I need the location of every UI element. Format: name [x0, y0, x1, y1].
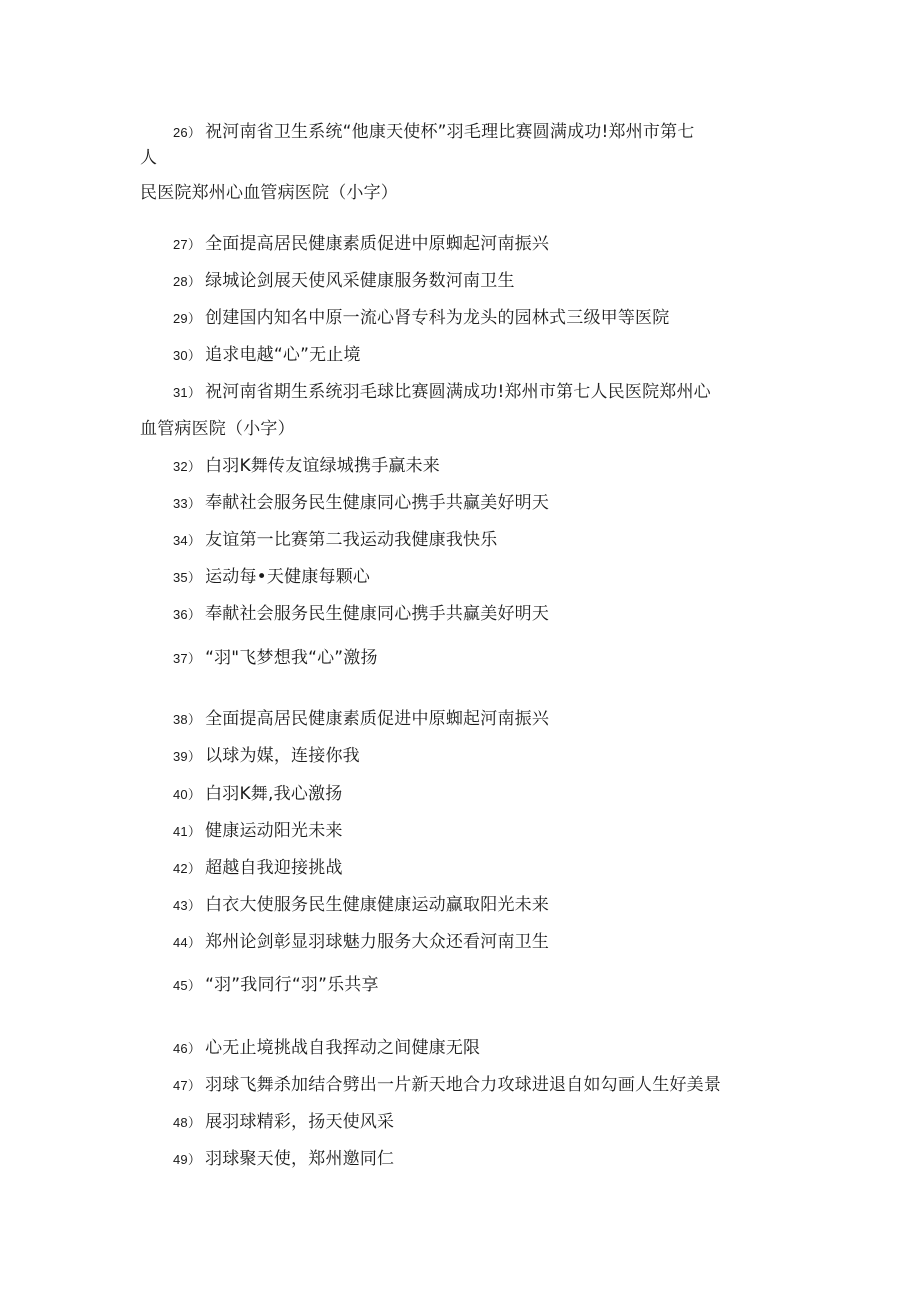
- item-number: 34）: [173, 533, 202, 548]
- item-number: 38）: [173, 712, 202, 727]
- item-number: 46）: [173, 1041, 202, 1056]
- list-item: [173, 708, 549, 731]
- list-item: [173, 603, 549, 626]
- item-text: “羽"飞梦想我“心”激扬: [205, 648, 378, 668]
- list-item: [173, 121, 695, 144]
- list-item: [173, 931, 549, 954]
- item-number: 32）: [173, 459, 202, 474]
- list-item: [173, 381, 711, 404]
- item-text: 绿城论剑展天使风采健康服务数河南卫生: [205, 271, 515, 291]
- item-number: 28）: [173, 274, 202, 289]
- item-number: 37）: [173, 651, 202, 666]
- item-text-continuation: 血管病医院（小字）: [140, 419, 295, 439]
- item-number: 27）: [173, 237, 202, 252]
- item-number: 47）: [173, 1078, 202, 1093]
- item-text: 超越自我迎接挑战: [205, 858, 343, 878]
- item-number: 31）: [173, 385, 202, 400]
- item-text: “羽”我同行“羽”乐共享: [205, 975, 379, 995]
- item-text: 友谊第一比赛第二我运动我健康我快乐: [205, 530, 498, 550]
- item-text: 全面提高居民健康素质促进中原蜘起河南振兴: [205, 709, 550, 729]
- item-text: 祝河南省期生系统羽毛球比赛圆满成功!郑州市第七人民医院郑州心: [205, 382, 711, 402]
- item-text: 运动每•天健康每颗心: [205, 567, 371, 587]
- item-text: 白衣大使服务民生健康健康运动赢取阳光未来: [205, 895, 550, 915]
- list-item: [173, 566, 370, 589]
- item-text: 奉献社会服务民生健康同心携手共赢美好明天: [205, 493, 550, 513]
- item-number: 40）: [173, 787, 202, 802]
- item-text: 健康运动阳光未来: [205, 821, 343, 841]
- item-number: 49）: [173, 1152, 202, 1167]
- item-text-continuation: 民医院郑州心血管病医院（小字）: [140, 183, 398, 203]
- item-text: 创建国内知名中原一流心肾专科为龙头的园林式三级甲等医院: [205, 308, 670, 328]
- item-text: 展羽球精彩，扬天使风采: [205, 1112, 395, 1132]
- item-number: 45）: [173, 978, 202, 993]
- item-number: 39）: [173, 749, 202, 764]
- list-item: [173, 1148, 394, 1171]
- item-text: 以球为媒，连接你我: [205, 746, 360, 766]
- list-item: [173, 974, 379, 997]
- list-item: [173, 1037, 480, 1060]
- list-item: [173, 270, 515, 293]
- list-item: [173, 455, 440, 478]
- item-number: 26）: [173, 125, 202, 140]
- item-number: 41）: [173, 824, 202, 839]
- item-text: 羽球飞舞杀加结合劈出一片新天地合力攻球进退自如勾画人生好美景: [205, 1075, 722, 1095]
- item-number: 35）: [173, 570, 202, 585]
- item-number: 33）: [173, 496, 202, 511]
- list-item: [173, 233, 549, 256]
- item-text: 心无止境挑战自我挥动之间健康无限: [205, 1038, 481, 1058]
- list-item: [173, 1074, 721, 1097]
- list-item: [173, 647, 378, 670]
- list-item: [173, 894, 549, 917]
- list-item: [173, 307, 669, 330]
- item-text: 奉献社会服务民生健康同心携手共赢美好明天: [205, 604, 550, 624]
- list-item: [173, 1111, 394, 1134]
- item-text-continuation: 人: [140, 148, 158, 168]
- item-text: 白羽K舞,我心激扬: [205, 784, 343, 804]
- list-item: [173, 529, 497, 552]
- item-number: 44）: [173, 935, 202, 950]
- list-item: [173, 857, 343, 880]
- list-item: [173, 745, 360, 768]
- item-number: 30）: [173, 348, 202, 363]
- item-number: 42）: [173, 861, 202, 876]
- item-number: 36）: [173, 607, 202, 622]
- item-text: 白羽K舞传友谊绿城携手赢未来: [205, 456, 441, 476]
- item-text: 羽球聚天使，郑州邀同仁: [205, 1149, 395, 1169]
- list-item-continuation: [140, 182, 398, 204]
- item-number: 43）: [173, 898, 202, 913]
- list-item: [173, 783, 342, 806]
- list-item: [173, 344, 361, 367]
- list-item: [173, 492, 549, 515]
- item-text: 郑州论剑彰显羽球魅力服务大众还看河南卫生: [205, 932, 550, 952]
- item-text: 追求电越“心”无止境: [205, 345, 361, 365]
- list-item-continuation: [140, 418, 295, 440]
- item-number: 29）: [173, 311, 202, 326]
- list-item: [173, 820, 343, 843]
- list-item-continuation: [140, 147, 157, 169]
- item-number: 48）: [173, 1115, 202, 1130]
- item-text: 全面提高居民健康素质促进中原蜘起河南振兴: [205, 234, 550, 254]
- item-text: 祝河南省卫生系统“他康天使杯”羽毛理比赛圆满成功!郑州市第七: [205, 122, 695, 142]
